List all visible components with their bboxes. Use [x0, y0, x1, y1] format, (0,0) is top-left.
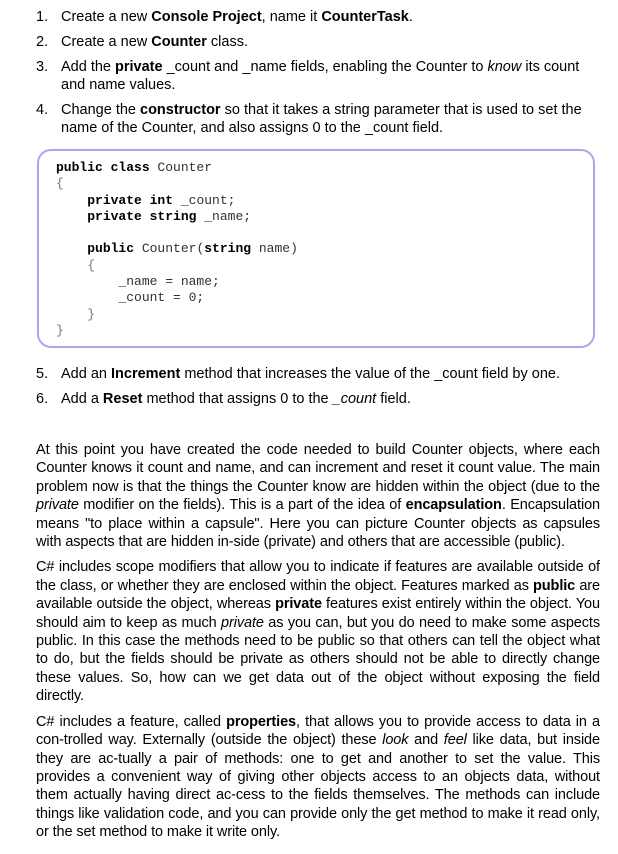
text-run: its count and name values.: [61, 59, 580, 93]
code-keyword: string: [204, 241, 252, 257]
paragraph: [36, 713, 600, 842]
bold-text: encapsulation: [405, 497, 502, 514]
step-item: [36, 58, 601, 94]
text-run: class.: [206, 34, 248, 50]
bold-text: Reset: [102, 391, 143, 407]
code-line: [56, 241, 298, 256]
bold-text: private: [115, 59, 163, 75]
prose-section: [36, 441, 600, 849]
code-line: [56, 193, 235, 208]
paragraph: [36, 558, 600, 705]
code-text: _count = 0;: [56, 290, 205, 306]
text-run: features exist entirely within the object. You should aim to keep as much: [36, 596, 600, 631]
step-number: 4.: [36, 102, 49, 118]
code-text: [56, 209, 87, 224]
code-brace: {: [56, 176, 64, 192]
code-brace: }: [87, 306, 96, 322]
text-run: and: [408, 732, 444, 749]
text-run: so that it takes a string parameter that is used to set the name of the Counter, and also assigns 0 to the _count field.: [61, 102, 582, 136]
code-keyword: public: [87, 241, 135, 257]
italic-text: _count: [332, 391, 377, 407]
text-run: .: [408, 9, 413, 25]
code-keyword: public class: [56, 160, 150, 175]
steps-list-top: [36, 8, 601, 144]
code-text: [56, 258, 87, 273]
code-brace: }: [56, 322, 64, 338]
text-run: Add an: [61, 366, 111, 382]
text-run: modifier on the fields). This is a part of the idea of: [78, 497, 406, 514]
code-line: [56, 258, 95, 273]
step-number: 6.: [36, 391, 49, 407]
text-run: like data, but inside they are ac-tually a pair of methods: one to get and another to set the value. This provides a convenient way of giving other objects access to an objects data, without them actually having direct ac-cess to the fields themselves. The methods can include things like validation code, and you can provide only the get method to make it read only, or the set method to make it write only.: [36, 732, 600, 841]
bold-text: properties: [226, 713, 297, 730]
code-box: [37, 149, 595, 348]
text-run: , name it: [261, 9, 322, 25]
text-run: Create a new: [61, 9, 152, 25]
step-item: [36, 390, 601, 408]
text-run: Add a: [61, 391, 103, 407]
bold-text: private: [275, 596, 322, 613]
steps-list-bottom: [36, 365, 601, 415]
code-text: Counter: [149, 160, 213, 175]
italic-text: private: [36, 497, 79, 514]
code-keyword: private string: [87, 208, 197, 224]
code-line: [56, 323, 64, 338]
italic-text: look: [382, 732, 409, 749]
italic-text: feel: [443, 732, 467, 749]
text-run: as you can, but you do need to make some aspects public. In this case the methods need to be public so that others can tell the object what to do, but the fields should be private as others should not be able to directly change these values. So, how can we get data out of the object without exposing the field directly.: [36, 614, 600, 705]
code-line: [56, 274, 220, 289]
text-run: are available outside the object, whereas: [36, 577, 600, 613]
text-run: C# includes a feature, called: [36, 713, 227, 730]
bold-text: constructor: [140, 102, 221, 118]
paragraph: [36, 441, 600, 551]
code-brace: {: [87, 257, 96, 273]
text-run: At this point you have created the code needed to build Counter objects, where each Counter knows it count and name, and can increment and reset it count value. The main problem now is that the things the Counter know are hidden within the object (due to the: [36, 442, 600, 495]
code-line: [56, 290, 204, 305]
bold-text: Counter: [151, 34, 207, 50]
step-item: [36, 365, 601, 383]
code-text: _count;: [173, 192, 236, 208]
code-text: _name = name;: [56, 274, 220, 290]
text-run: C# includes scope modifiers that allow you to indicate if features are available outside of the class, or whether they are enclosed within the object. Features marked as: [36, 559, 600, 594]
code-text: [56, 193, 87, 208]
code-text: name): [251, 241, 298, 257]
text-run: . Encapsulation means "to place within a capsule". Here you can picture Counter objects as capsules with aspects that are hidden in-side (private) and others that are accessible (public).: [36, 497, 601, 551]
text-run: , that allows you to provide access to data in a con-trolled way. Externally (outside the object) these: [36, 713, 600, 749]
step-item: [36, 33, 601, 51]
step-number: 5.: [36, 366, 49, 382]
step-number: 2.: [36, 34, 49, 50]
bold-text: Increment: [111, 366, 181, 382]
code-line: [56, 160, 212, 175]
step-number: 1.: [36, 9, 49, 25]
text-run: method that assigns 0 to the: [142, 391, 333, 407]
bold-text: CounterTask: [321, 9, 409, 25]
step-item: [36, 101, 601, 137]
code-line: [56, 307, 95, 322]
text-run: Add the: [61, 59, 116, 75]
bold-text: public: [533, 577, 576, 594]
text-run: field.: [376, 391, 411, 407]
code-text: _name;: [196, 208, 252, 224]
text-run: _count and _name fields, enabling the Counter to: [162, 59, 488, 75]
code-block: [56, 160, 298, 339]
text-run: method that increases the value of the _count field by one.: [180, 366, 560, 382]
code-text: [56, 241, 87, 256]
code-line: [56, 176, 64, 191]
code-keyword: private int: [87, 192, 174, 208]
step-item: [36, 8, 601, 26]
text-run: Change the: [61, 102, 141, 118]
code-text: Counter(: [134, 241, 205, 257]
italic-text: know: [487, 59, 522, 75]
code-text: [56, 307, 87, 322]
step-number: 3.: [36, 59, 49, 75]
bold-text: Console Project: [151, 9, 262, 25]
text-run: Create a new: [61, 34, 152, 50]
italic-text: private: [221, 614, 264, 631]
code-line: [56, 209, 251, 224]
